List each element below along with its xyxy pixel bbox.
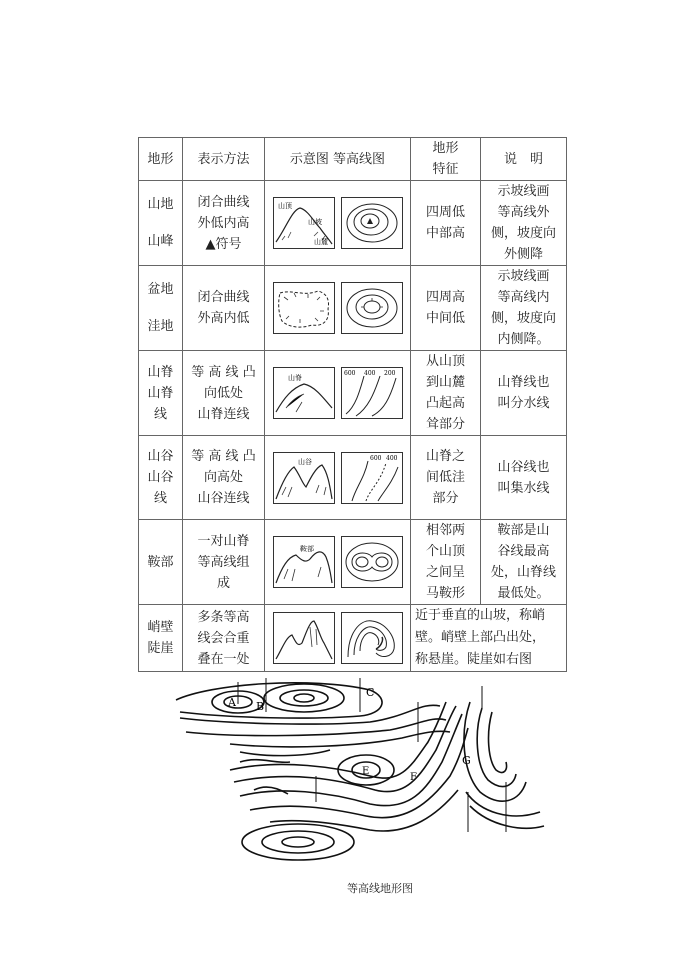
cell-feature [411, 181, 481, 266]
table-row [139, 181, 567, 266]
contour-topographic-map [170, 672, 550, 867]
cell-diagram [265, 351, 411, 436]
mountain-sketch [273, 197, 335, 249]
cell-note [481, 351, 567, 436]
terrain-text: 山地 [147, 197, 174, 212]
map-label-c: C [366, 686, 375, 699]
cell-diagram [265, 181, 411, 266]
contour-value: 400 [385, 454, 397, 462]
method-text: ▲符号 [205, 236, 242, 252]
cell-terrain [139, 436, 183, 520]
note-text: 侧，坡度向 [490, 311, 556, 326]
cell-terrain [139, 351, 183, 436]
feature-text: 相邻两 [425, 523, 465, 538]
method-text: 外高内低 [197, 311, 250, 326]
method-text: 等高线组 [197, 554, 250, 570]
feature-text: 凸起高 [425, 396, 465, 411]
terrain-text: 山脊 [147, 364, 174, 380]
feature-text: 从山顶 [425, 354, 465, 369]
cell-feature [411, 266, 481, 351]
map-label-b: B [256, 700, 265, 713]
terrain-table [138, 137, 567, 672]
description-text: 称悬崖。陡崖如右图 [415, 652, 533, 667]
valley-contour-map [341, 452, 403, 504]
terrain-text: 线 [153, 406, 167, 422]
feature-text: 之间呈 [425, 565, 465, 580]
header-note: 说 明 [481, 138, 567, 181]
cell-note [481, 181, 567, 266]
cell-note [481, 436, 567, 520]
feature-text: 部分 [432, 491, 459, 506]
terrain-text: 盆地 [147, 282, 174, 297]
note-text: 内侧降。 [497, 332, 550, 347]
basin-contour-map [341, 282, 403, 334]
cell-method [183, 436, 265, 520]
method-text: 线会合重 [197, 630, 250, 646]
cell-method [183, 266, 265, 351]
note-text: 等高线外 [497, 205, 550, 220]
method-text: 成 [216, 575, 230, 591]
feature-text: 四周低 [425, 205, 465, 220]
contour-value: 200 [383, 370, 395, 377]
cell-merged-description [411, 605, 567, 672]
method-text: 闭合曲线 [197, 290, 250, 305]
cell-feature [411, 436, 481, 520]
method-text: 等 高 线 凸 [191, 449, 256, 464]
cell-feature [411, 520, 481, 605]
note-text: 谷线最高 [497, 544, 550, 559]
method-text: 外低内高 [197, 215, 250, 231]
table-row [139, 520, 567, 605]
header-method: 表示方法 [183, 138, 265, 181]
sketch-label-saddle: 鞍部 [299, 545, 314, 553]
ridge-contour-map [341, 367, 403, 419]
cell-method [183, 605, 265, 672]
feature-text: 个山顶 [425, 544, 465, 559]
map-caption: 等高线地形图 [347, 882, 413, 895]
method-text: 多条等高 [197, 609, 250, 625]
cell-method [183, 351, 265, 436]
method-text: 山谷连线 [197, 491, 250, 506]
note-text: 处，山脊线 [490, 565, 556, 580]
peak-contour-map [341, 197, 403, 249]
feature-text: 中部高 [425, 226, 465, 241]
cell-terrain [139, 520, 183, 605]
peak-triangle-icon [367, 218, 373, 224]
method-text: 叠在一处 [197, 651, 250, 667]
cell-diagram [265, 436, 411, 520]
note-text: 山脊线也 [497, 375, 550, 390]
terrain-text: 陡崖 [147, 641, 174, 656]
feature-text: 间低洼 [425, 470, 465, 485]
cell-feature [411, 351, 481, 436]
sketch-label-foot: 山麓 [313, 238, 328, 246]
method-text: 山脊连线 [197, 406, 250, 422]
terrain-text: 鞍部 [147, 554, 174, 570]
feature-text: 马鞍形 [425, 586, 465, 601]
note-text: 叫集水线 [497, 480, 550, 496]
saddle-sketch [273, 536, 335, 588]
saddle-contour-map [341, 536, 403, 588]
map-label-a: A [228, 696, 236, 709]
terrain-text: 洼地 [147, 319, 174, 334]
basin-sketch [273, 282, 335, 334]
method-text: 等 高 线 凸 [191, 364, 256, 380]
cliff-sketch [273, 612, 335, 664]
method-text: 向高处 [203, 470, 243, 485]
terrain-text: 山谷 [147, 449, 174, 464]
feature-text: 到山麓 [425, 375, 465, 390]
ridge-sketch [273, 367, 335, 419]
sketch-label-ridge: 山脊 [287, 374, 302, 382]
contour-value: 600 [343, 370, 355, 377]
table-row [139, 266, 567, 351]
terrain-text: 峭壁 [147, 620, 174, 635]
cell-terrain [139, 605, 183, 672]
note-text: 等高线内 [497, 290, 550, 305]
description-text: 近于垂直的山坡，称峭 [415, 608, 546, 623]
note-text: 山谷线也 [497, 459, 550, 475]
sketch-label-valley: 山谷 [297, 457, 312, 466]
note-text: 鞍部是山 [497, 523, 550, 538]
cell-note [481, 266, 567, 351]
terrain-text: 山峰 [147, 234, 174, 249]
header-feature-line1: 地形 [432, 141, 459, 156]
table-row [139, 605, 567, 672]
header-terrain: 地形 [139, 138, 183, 181]
map-label-g: G [462, 754, 471, 767]
header-diagram: 示意图 等高线图 [265, 138, 411, 181]
method-text: 向低处 [203, 385, 243, 401]
header-row [139, 138, 567, 181]
contour-value: 400 [363, 370, 375, 377]
header-feature [411, 138, 481, 181]
map-label-f: F [410, 772, 417, 783]
note-text: 侧，坡度向 [490, 226, 556, 241]
cell-diagram [265, 266, 411, 351]
table-row [139, 351, 567, 436]
feature-text: 耸部分 [425, 417, 465, 432]
note-text: 示坡线画 [497, 184, 550, 199]
method-text: 一对山脊 [197, 533, 250, 549]
cliff-contour-map [341, 612, 403, 664]
contour-value: 600 [369, 454, 381, 462]
description-text: 壁。峭壁上部凸出处， [415, 630, 546, 645]
terrain-text: 山谷 [147, 470, 174, 485]
cell-note [481, 520, 567, 605]
note-text: 最低处。 [497, 586, 550, 601]
cell-terrain [139, 181, 183, 266]
feature-text: 中间低 [425, 311, 465, 326]
valley-sketch [273, 452, 335, 504]
note-text: 外侧降 [503, 247, 543, 262]
map-label-e: E [362, 766, 370, 777]
note-text: 叫分水线 [497, 396, 550, 411]
cell-method [183, 520, 265, 605]
method-text: 闭合曲线 [197, 194, 250, 210]
cell-diagram [265, 605, 411, 672]
sketch-label-top: 山顶 [277, 202, 292, 210]
terrain-text: 线 [153, 491, 167, 506]
terrain-text: 山脊 [147, 385, 174, 401]
feature-text: 山脊之 [425, 449, 465, 464]
note-text: 示坡线画 [497, 269, 550, 284]
feature-text: 四周高 [425, 290, 465, 305]
table-row [139, 436, 567, 520]
header-feature-line2: 特征 [432, 162, 459, 177]
cell-diagram [265, 520, 411, 605]
cell-terrain [139, 266, 183, 351]
cell-method [183, 181, 265, 266]
sketch-label-slope: 山坡 [307, 218, 322, 226]
